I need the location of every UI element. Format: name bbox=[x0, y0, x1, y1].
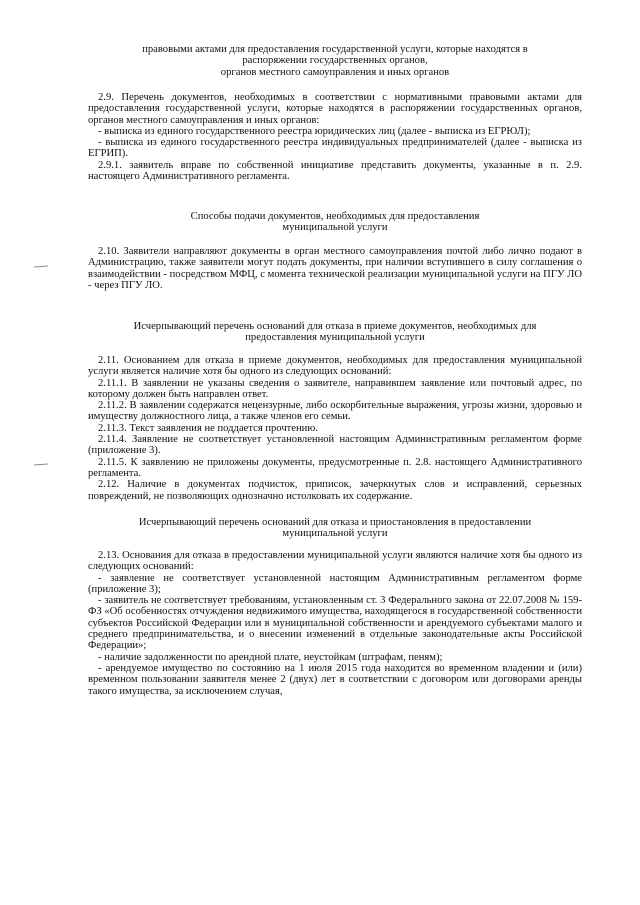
paragraph: 2.10. Заявители направляют документы в орган местного самоуправления почтой либо лично подают в Администрацию, также заявители могут подать документы, при наличии вступившего в силу соглашения о взаимодействии - посредством МФЦ, с момента технической реализации муниципальной услуги на ПГУ ЛО - через ПГУ ЛО. bbox=[88, 246, 582, 291]
paragraph: 2.9.1. заявитель вправе по собственной инициативе представить документы, указанные в п. 2.9. настоящего Административного регламента. bbox=[88, 159, 582, 183]
section-2-13 bbox=[88, 550, 582, 697]
paragraph: - арендуемое имущество по состоянию на 1 июля 2015 года находится во временном владении и (или) временном пользовании заявителя менее 2 (двух) лет в соответствии с договором или договорами аренды такого имущества, за исключением случая, bbox=[88, 662, 582, 697]
section-2-9 bbox=[88, 92, 582, 182]
paragraph: 2.11.5. К заявлению не приложены документы, предусмотренные п. 2.8. настоящего Административного регламента. bbox=[88, 456, 582, 479]
header-block bbox=[88, 44, 582, 78]
section-heading bbox=[88, 321, 582, 344]
paragraph: 2.11.2. В заявлении содержатся нецензурные, либо оскорбительные выражения, угрозы жизни, здоровью и имуществу должностного лица, а также членов его семьи. bbox=[88, 400, 582, 423]
paragraph: - заявитель не соответствует требованиям, установленным ст. 3 Федерального закона от 22.07.2008 № 159-ФЗ «Об особенностях отчуждения недвижимого имущества, находящегося в государственной собственности субъектов Российской Федерации или в муниципальной собственности и арендуемого субъектами малого и среднего предпринимательства, и о внесении изменений в отдельные законодательные акты Российской Федерации»; bbox=[88, 595, 582, 652]
section-2-10 bbox=[88, 246, 582, 291]
heading-line: муниципальной услуги bbox=[282, 528, 388, 540]
paragraph: 2.11.3. Текст заявления не поддается прочтению. bbox=[98, 422, 318, 434]
header-line: правовыми актами для предоставления государственной услуги, которые находятся в bbox=[142, 44, 528, 55]
heading-line: муниципальной услуги bbox=[282, 222, 388, 234]
paragraph: 2.13. Основания для отказа в предоставлении муниципальной услуги являются наличие хотя бы одного из следующих оснований: bbox=[88, 550, 582, 573]
paragraph: 2.11. Основанием для отказа в приеме документов, необходимых для предоставления муниципальной услуги является наличие хотя бы одного из следующих оснований: bbox=[88, 355, 582, 378]
paragraph: 2.12. Наличие в документах подчисток, приписок, зачеркнутых слов и исправлений, серьезных повреждений, не позволяющих однозначно истолковать их содержание. bbox=[88, 479, 582, 502]
margin-mark bbox=[34, 266, 48, 268]
heading-line: предоставления муниципальной услуги bbox=[245, 332, 425, 344]
paragraph: - выписка из единого государственного реестра юридических лиц (далее - выписка из ЕГРЮЛ); bbox=[98, 125, 531, 137]
paragraph: - заявление не соответствует установленной настоящим Административным регламентом форме (приложение 3); bbox=[88, 572, 582, 595]
heading-line: Исчерпывающий перечень оснований для отказа и приостановления в предоставлении bbox=[138, 517, 532, 528]
heading-line: Исчерпывающий перечень оснований для отказа в приеме документов, необходимых для bbox=[133, 321, 537, 332]
paragraph: - выписка из единого государственного реестра индивидуальных предпринимателей (далее - выписка из ЕГРИП). bbox=[88, 137, 582, 160]
header-line: распоряжении государственных органов, bbox=[242, 55, 428, 67]
heading-line: Способы подачи документов, необходимых для предоставления bbox=[190, 211, 480, 222]
paragraph: 2.9. Перечень документов, необходимых в соответствии с нормативными правовыми актами для предоставления государственной услуги, которые находятся в распоряжении государственных органов, органов местного самоуправления и иных органов: bbox=[88, 92, 582, 126]
section-2-11 bbox=[88, 355, 582, 502]
header-line: органов местного самоуправления и иных органов bbox=[220, 66, 450, 78]
margin-mark bbox=[34, 464, 48, 466]
paragraph: - наличие задолженности по арендной плате, неустойкам (штрафам, пеням); bbox=[98, 651, 443, 663]
section-heading bbox=[88, 517, 582, 540]
paragraph: 2.11.1. В заявлении не указаны сведения о заявителе, направившем заявление или почтовый адрес, по которому должен быть направлен ответ. bbox=[88, 377, 582, 400]
paragraph: 2.11.4. Заявление не соответствует установленной настоящим Административным регламентом форме (приложение 3). bbox=[88, 434, 582, 457]
section-heading bbox=[88, 211, 582, 234]
